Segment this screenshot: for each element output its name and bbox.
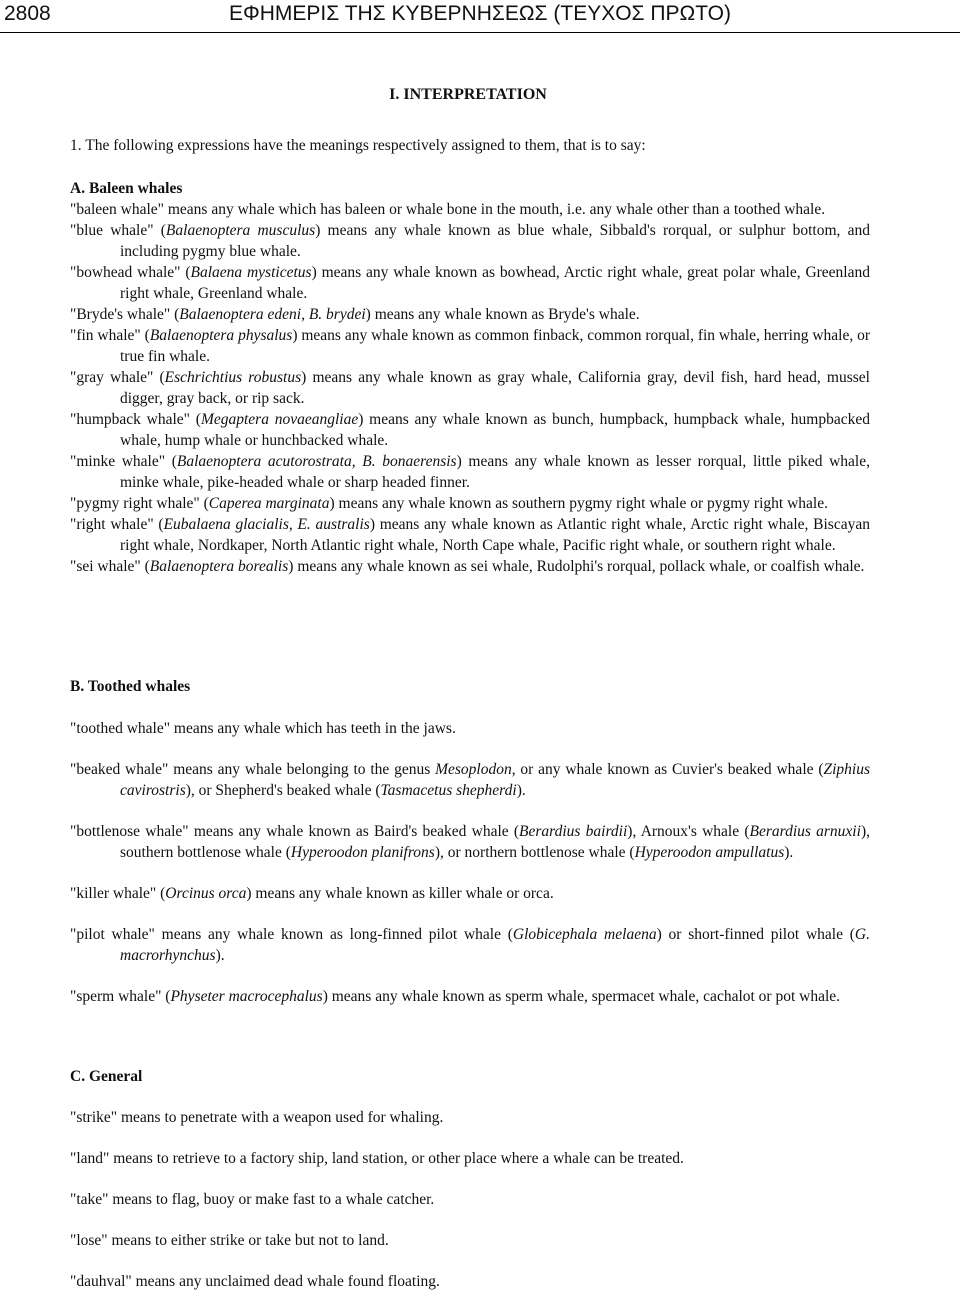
- definition-text: ) means any whale known as blue whale, Sibbald's rorqual, or sulphur bottom, and including pygmy blue whale.: [120, 222, 870, 260]
- definition-item: [70, 514, 870, 556]
- definition-text: ) means any whale known as Bryde's whale.: [365, 306, 640, 323]
- definition-term: "Bryde's whale" (: [70, 306, 180, 323]
- definition-text: ) means any whale known as common finback, common rorqual, fin whale, herring whale, or true fin whale.: [120, 327, 871, 365]
- definition-text: ) means any whale known as killer whale or orca.: [246, 885, 554, 902]
- definition-text: ), southern bottlenose whale (: [120, 823, 870, 861]
- scientific-name: Caperea marginata: [208, 495, 330, 512]
- definition-text: ) or short-finned pilot whale (: [656, 926, 855, 943]
- definition-item: "lose" means to either strike or take but not to land.: [70, 1232, 389, 1249]
- definition-text: ), Arnoux's whale (: [627, 823, 750, 840]
- definition-term: "fin whale" (: [70, 327, 150, 344]
- definition-text: "pilot whale" means any whale known as long-finned pilot whale (: [70, 926, 513, 943]
- scientific-name: Berardius bairdii: [519, 823, 628, 840]
- scientific-name: Balaena mysticetus: [190, 264, 312, 281]
- definition-text: ), or Shepherd's beaked whale (: [185, 782, 381, 799]
- definition-text: ) means any whale known as lesser rorqual, little piked whale, minke whale, pike-headed whale or sharp headed finner.: [120, 453, 870, 491]
- running-title: ΕΦΗΜΕΡΙΣ ΤΗΣ ΚΥΒΕΡΝΗΣΕΩΣ (ΤΕΥΧΟΣ ΠΡΩΤΟ): [228, 2, 732, 25]
- scientific-name: Balaenoptera acutorostrata, B. bonaerensis: [176, 453, 457, 470]
- scientific-name: Eschrichtius robustus: [164, 369, 302, 386]
- definition-text: ) means any whale known as sei whale, Rudolphi's rorqual, pollack whale, or coalfish whale.: [288, 558, 865, 575]
- scientific-name: Orcinus orca: [165, 885, 247, 902]
- definition-text: ) means any whale known as bowhead, Arctic right whale, great polar whale, Greenland right whale, Greenland whale.: [120, 264, 870, 302]
- definition-item: [70, 556, 870, 577]
- definition-text: , or any whale known as Cuvier's beaked whale (: [511, 761, 824, 778]
- scientific-name: Hyperoodon planifrons: [290, 844, 435, 861]
- definition-term: "baleen whale": [70, 201, 164, 218]
- definition-item: [70, 199, 870, 220]
- definition-item: "land" means to retrieve to a factory ship, land station, or other place where a whale can be treated.: [70, 1150, 684, 1167]
- scientific-name: Eubalaena glacialis, E. australis: [163, 516, 370, 533]
- definition-text: "killer whale" (: [70, 885, 166, 902]
- definition-item: [70, 262, 870, 304]
- scientific-name: Globicephala melaena: [512, 926, 657, 943]
- scientific-name: Megaptera novaeangliae: [200, 411, 359, 428]
- definition-text: ) means any whale known as bunch, humpback, humpback whale, humpbacked whale, hump whale or hunchbacked whale.: [120, 411, 870, 449]
- definition-item: [70, 718, 870, 739]
- definition-item: [70, 493, 870, 514]
- section-heading-general: C. General: [70, 1068, 143, 1085]
- scientific-name: Berardius arnuxii: [749, 823, 861, 840]
- scientific-name: G. macrorhynchus: [120, 926, 870, 964]
- definition-term: "sei whale" (: [70, 558, 150, 575]
- page-number: 2808: [4, 2, 51, 25]
- definition-term: "bowhead whale" (: [70, 264, 191, 281]
- definition-text: ), or northern bottlenose whale (: [434, 844, 635, 861]
- section-heading-baleen: A. Baleen whales: [70, 180, 183, 197]
- definition-term: "humpback whale" (: [70, 411, 201, 428]
- definition-text: means any whale which has baleen or whale bone in the mouth, i.e. any whale other than a toothed whale.: [163, 201, 826, 218]
- definition-term: "minke whale" (: [70, 453, 177, 470]
- definition-item: [70, 220, 870, 262]
- definition-item: "strike" means to penetrate with a weapon used for whaling.: [70, 1109, 444, 1126]
- section-title: I. INTERPRETATION: [389, 86, 547, 103]
- toothed-definitions-list: [70, 718, 870, 1027]
- scientific-name: Hyperoodon ampullatus: [634, 844, 785, 861]
- definition-item: [70, 986, 870, 1007]
- definition-text: ) means any whale known as sperm whale, spermacet whale, cachalot or pot whale.: [322, 988, 841, 1005]
- definition-text: "sperm whale" (: [70, 988, 171, 1005]
- scientific-name: Mesoplodon: [435, 761, 512, 778]
- definition-item: [70, 759, 870, 801]
- definition-item: [70, 409, 870, 451]
- definition-item: [70, 924, 870, 966]
- general-definitions-list: [70, 1107, 870, 1312]
- definition-item: [70, 367, 870, 409]
- scientific-name: Balaenoptera borealis: [149, 558, 289, 575]
- scientific-name: Balaenoptera edeni, B. brydei: [179, 306, 366, 323]
- definition-item: [70, 451, 870, 493]
- definition-text: "beaked whale" means any whale belonging to the genus: [70, 761, 436, 778]
- section-heading-toothed: B. Toothed whales: [70, 678, 191, 695]
- definition-text: ).: [784, 844, 794, 861]
- definition-text: ) means any whale known as gray whale, California gray, devil fish, hard head, mussel digger, gray back, or rip sack.: [120, 369, 870, 407]
- definition-text: "toothed whale" means any whale which has teeth in the jaws.: [70, 720, 456, 737]
- scientific-name: Tasmacetus shepherdi: [380, 782, 517, 799]
- page-header: [0, 0, 960, 33]
- definition-term: "gray whale" (: [70, 369, 165, 386]
- definition-item: [70, 883, 870, 904]
- definition-text: ).: [215, 947, 225, 964]
- scientific-name: Ziphius cavirostris: [120, 761, 870, 799]
- scientific-name: Balaenoptera musculus: [165, 222, 316, 239]
- definition-text: ) means any whale known as southern pygmy right whale or pygmy right whale.: [329, 495, 828, 512]
- definition-text: ).: [516, 782, 526, 799]
- definition-item: "dauhval" means any unclaimed dead whale found floating.: [70, 1273, 440, 1290]
- definition-item: "take" means to flag, buoy or make fast to a whale catcher.: [70, 1191, 435, 1208]
- definition-text: ) means any whale known as Atlantic right whale, Arctic right whale, Biscayan right whale, Nordkaper, North Atlantic right whale, North Cape whale, Pacific right whale, or southern right whale.: [120, 516, 870, 554]
- intro-paragraph: 1. The following expressions have the meanings respectively assigned to them, that is to say:: [70, 137, 646, 154]
- scientific-name: Balaenoptera physalus: [149, 327, 293, 344]
- scientific-name: Physeter macrocephalus: [170, 988, 323, 1005]
- definition-item: [70, 304, 870, 325]
- definition-item: [70, 325, 870, 367]
- definition-text: "bottlenose whale" means any whale known as Baird's beaked whale (: [70, 823, 520, 840]
- definition-term: "pygmy right whale" (: [70, 495, 209, 512]
- definition-term: "right whale" (: [70, 516, 164, 533]
- definition-item: [70, 821, 870, 863]
- baleen-definitions-list: [70, 199, 870, 577]
- definition-term: "blue whale" (: [70, 222, 166, 239]
